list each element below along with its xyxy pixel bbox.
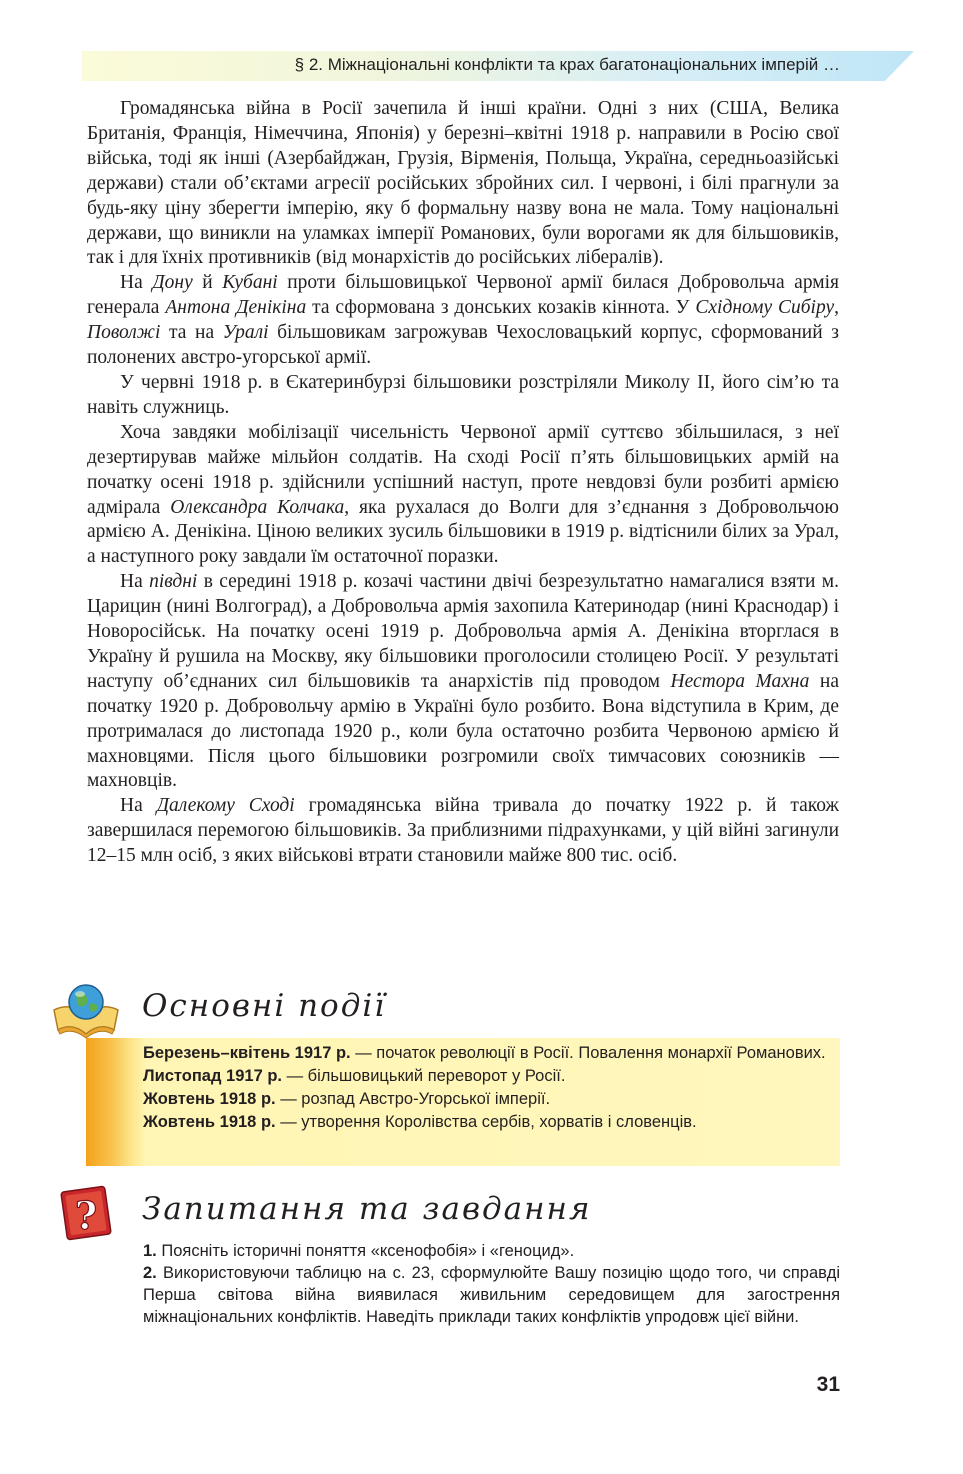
place-don: Дону [152, 272, 193, 294]
tasks-list [143, 1240, 840, 1328]
paragraph-5: На півдні в середині 1918 р. козачі частини двічі безрезультатно намагалися взяти м. Царицин (нині Волгоград), а Добровольча армія захопила Катеринодар (нині Краснодар) і Новоросійськ. На початку осені 1919 р. Добровольча армія А. Денікіна вторглася в Україну й рушила на Москву, яку більшовики проголосили столицею Росії. У результаті наступу об’єднаних сил більшовиків та анархістів під проводом Нестора Махна на початку 1920 р. Добровольчу армію в Україні було розбито. Вона відступила в Крим, де протрималася до листопада 1920 р., коли була остаточно розбита Червоною армією й махновцями. Після цього більшовики розгромили своїх тимчасових союзників — махновців. [87, 571, 840, 792]
place-ural: Уралі [222, 322, 269, 344]
events-list [143, 1042, 833, 1134]
person-kolchak: Олександра Колчака [170, 496, 345, 518]
paragraph-4: Хоча завдяки мобілізації чисельність Червоної армії суттєво збільшилася, з неї дезертирував майже мільйон солдатів. На сході Росії п’ять більшовицьких армій на початку осені 1918 р. здійснили успішний наступ, проте невдовзі були розбиті армією адмірала Олександра Колчака, яка рухалася до Волги для з’єднання з Добровольчою армією А. Денікіна. Ціною великих зусиль більшовики в 1919 р. відтіснили білих за Урал, а наступного року завдали їм остаточної поразки. [87, 421, 840, 568]
event-item: Жовтень 1918 р. — розпад Австро-Угорської імперії. [143, 1090, 551, 1108]
place-kuban: Кубані [222, 272, 278, 294]
paragraph-3: У червні 1918 р. в Єкатеринбурзі більшовики розстріляли Миколу ІІ, його сім’ю та навіть служниць. [87, 371, 839, 418]
person-makhno: Нестора Махна [670, 670, 810, 692]
svg-text:?: ? [74, 1193, 98, 1238]
tasks-section-title: Запитання та завдання [142, 1191, 592, 1227]
place-far-east: Далекому Сході [156, 795, 295, 817]
task-number: 2. [143, 1264, 157, 1282]
event-date: Жовтень 1918 р. [143, 1113, 276, 1131]
person-denikin: Антона Денікіна [165, 297, 307, 319]
event-item: Жовтень 1918 р. — утворення Королівства сербів, хорватів і словенців. [143, 1113, 697, 1131]
events-section-title: Основні події [142, 988, 387, 1024]
place-east-siberia: Східному Сибіру [695, 297, 835, 319]
place-volga: Поволжі [87, 322, 161, 344]
task-number: 1. [143, 1242, 157, 1260]
event-item: Листопад 1917 р. — більшовицький переворот у Росії. [143, 1067, 566, 1085]
events-section-header [50, 980, 840, 1040]
paragraph-2: На Дону й Кубані проти більшовицької Червоної армії билася Добровольча армія генерала Антона Денікіна та сформована з донських козаків кіннота. У Східному Сибіру, Поволжі та на Уралі більшовикам загрожував Чехословацький корпус, сформований з полонених австро-угорської армії. [87, 272, 839, 369]
main-text [87, 97, 839, 869]
event-item: Березень–квітень 1917 р. — початок революції в Росії. Повалення монархії Романових. [143, 1044, 826, 1062]
place-south: півдні [149, 571, 198, 593]
event-date: Жовтень 1918 р. [143, 1090, 276, 1108]
running-header-title: § 2. Міжнаціональні конфлікти та крах багатонаціональних імперій … [294, 55, 840, 74]
paragraph-6: На Далекому Сході громадянська війна тривала до початку 1922 р. й також завершилася перемогою більшовиків. За приблизними підрахунками, у цій війні загинули 12–15 млн осіб, з яких військові втрати становили майже 800 тис. осіб. [87, 795, 839, 867]
task-item: 2. Використовуючи таблицю на с. 23, сформулюйте Вашу позицію щодо того, чи справді Перша світова війна виявилася живильним середовищем для загострення міжнаціональних конфліктів. Наведіть приклади таких конфліктів упродовж цієї війни. [143, 1264, 840, 1326]
event-date: Березень–квітень 1917 р. [143, 1044, 351, 1062]
task-item: 1. Поясніть історичні поняття «ксенофобія» і «геноцид». [143, 1242, 575, 1260]
paragraph-1: Громадянська війна в Росії зачепила й інші країни. Одні з них (США, Велика Британія, Франція, Німеччина, Японія) у березні–квітні 1918 р. направили в Росію свої війська, тоді як інші (Азербайджан, Грузія, Вірменія, Польща, Україна, середньоазійські держави) стали об’єктами агресії російських збройних сил. І червоні, і білі прагнули за будь-яку ціну зберегти імперію, яку б формальну назву вона не мала. Тому національні держави, що виникли на уламках імперії Романових, були ворогами як для більшовиків, так і для їхніх противників (від монархістів до російських лібералів). [87, 98, 839, 269]
event-date: Листопад 1917 р. [143, 1067, 282, 1085]
tasks-section-header [50, 1183, 840, 1243]
page-number: 31 [816, 1373, 840, 1396]
globe-book-icon [50, 980, 122, 1040]
question-mark-icon [50, 1183, 122, 1243]
